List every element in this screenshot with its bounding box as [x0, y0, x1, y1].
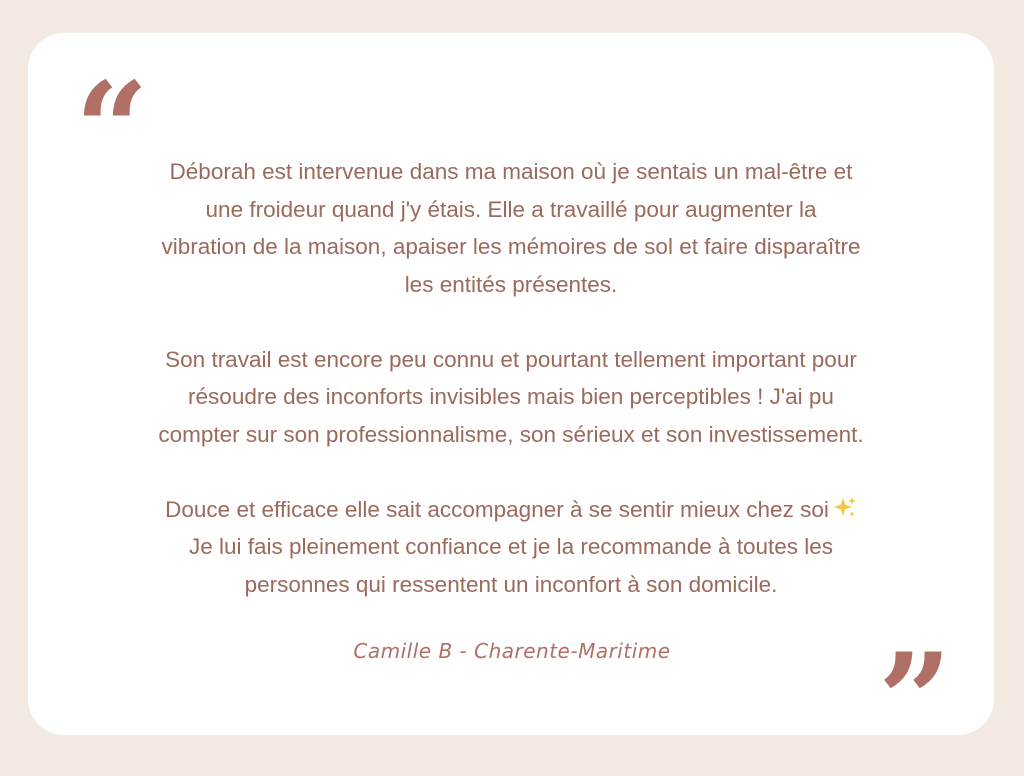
testimonial-paragraph-3 [68, 491, 954, 604]
text-line: Je lui fais pleinement confiance et je la recommande à toutes les [188, 534, 834, 559]
open-quote-icon: “ [75, 55, 149, 205]
text-line: Déborah est intervenue dans ma maison où je sentais un mal-être et [169, 159, 853, 184]
text-line: compter sur son professionnalisme, son sérieux et son investissement. [158, 421, 864, 447]
testimonial-paragraph-2 [68, 341, 954, 454]
text-line: une froideur quand j'y étais. Elle a travaillé pour augmenter la [205, 196, 817, 222]
text-line: Son travail est encore peu connu et pourtant tellement important pour [165, 346, 857, 372]
text-line: personnes qui ressentent un inconfort à son domicile. [244, 571, 778, 597]
testimonial-paragraph-1 [68, 153, 954, 303]
text-line: vibration de la maison, apaiser les mémoires de sol et faire disparaître [161, 234, 861, 259]
testimonial-text [68, 153, 954, 641]
text-line: résoudre des inconforts invisibles mais bien perceptibles ! J'ai pu [188, 384, 834, 409]
testimonial-card [28, 33, 994, 776]
sparkles-icon [833, 496, 857, 520]
testimonial-author: Camille B - Charente-Maritime [353, 639, 671, 663]
close-quote-icon: ” [878, 626, 952, 776]
text-line: les entités présentes. [404, 271, 618, 297]
text-line: Douce et efficace elle sait accompagner à se sentir mieux chez soi [165, 496, 829, 522]
text-line-with-sparkle [68, 491, 954, 529]
